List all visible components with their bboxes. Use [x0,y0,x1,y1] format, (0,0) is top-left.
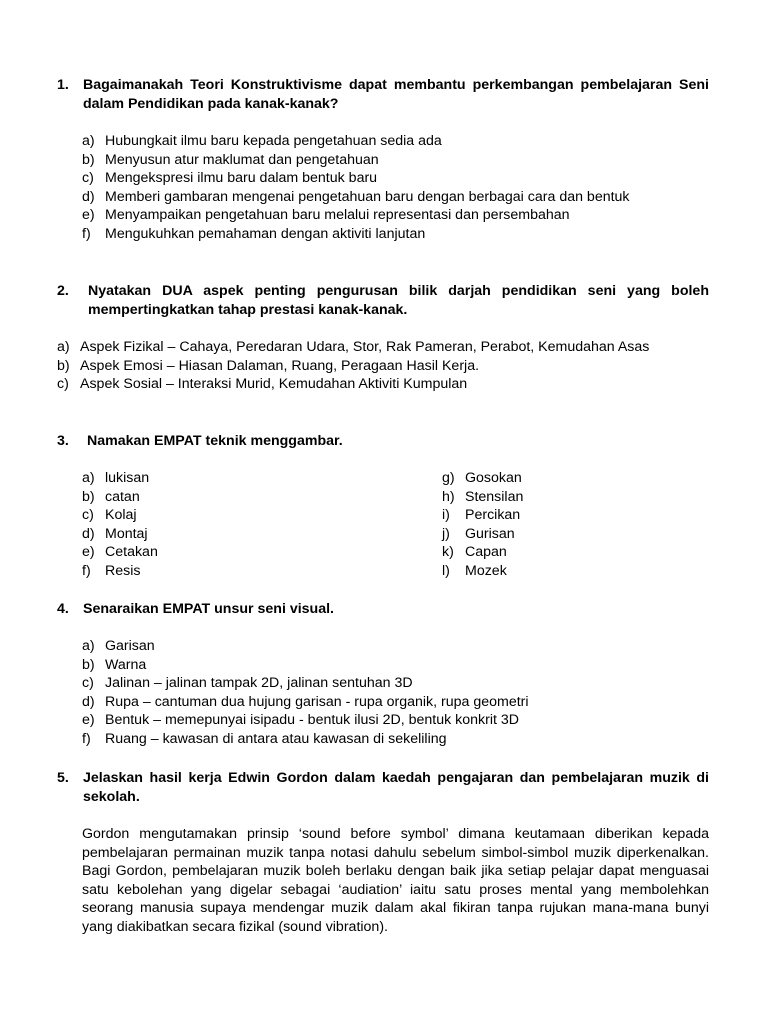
question-text: Senaraikan EMPAT unsur seni visual. [83,601,334,617]
question-2-heading [57,282,709,319]
item-label: a) [82,638,95,654]
item-text: Menyampaikan pengetahuan baru melalui representasi dan persembahan [105,207,570,224]
item-text: Montaj [105,525,148,542]
question-4-heading [57,600,709,619]
item-text: Percikan [465,507,521,524]
item-label: f) [82,562,91,579]
item-text: Jalinan – jalinan tampak 2D, jalinan sentuhan 3D [105,675,413,692]
item-text: Stensilan [465,488,524,505]
item-label: d) [82,693,95,710]
item-text: Capan [465,544,507,561]
question-1-heading [57,76,709,113]
question-text: Nyatakan DUA aspek penting pengurusan bilik darjah pendidikan seni yang boleh mempertingkatkan tahap prestasi kanak-kanak. [88,283,709,318]
question-number: 1. [57,77,69,93]
item-label: g) [442,470,455,486]
item-text: catan [105,488,140,505]
question-3-heading [57,432,709,451]
item-text: Aspek Fizikal – Cahaya, Peredaran Udara, Stor, Rak Pameran, Perabot, Kemudahan Asas [80,339,650,355]
question-number: 5. [57,770,69,786]
item-label: c) [82,507,94,524]
question-number: 3. [57,433,69,449]
item-label: c) [82,675,94,692]
question-text: Namakan EMPAT teknik menggambar. [87,433,343,449]
item-text: Ruang – kawasan di antara atau kawasan di sekeliling [105,730,447,747]
item-text: Mengekspresi ilmu baru dalam bentuk baru [105,170,378,187]
item-label: i) [442,507,450,524]
item-label: e) [82,544,95,561]
item-text: Memberi gambaran mengenai pengetahuan baru dengan berbagai cara dan bentuk [105,188,630,205]
item-label: d) [82,188,95,205]
item-label: d) [82,525,95,542]
item-text: Gurisan [465,525,515,542]
item-text: Aspek Emosi – Hiasan Dalaman, Ruang, Peragaan Hasil Kerja. [80,357,480,374]
item-text: Warna [105,656,147,673]
item-label: k) [442,544,454,561]
item-label: b) [82,656,95,673]
item-text: Aspek Sosial – Interaksi Murid, Kemudahan Aktiviti Kumpulan [80,376,468,393]
item-text: Mozek [465,562,507,579]
item-text: Resis [105,562,141,579]
item-text: Menyusun atur maklumat dan pengetahuan [105,151,379,168]
item-label: e) [82,207,95,224]
item-text: Bentuk – memepunyai isipadu - bentuk ilusi 2D, bentuk konkrit 3D [105,712,520,729]
item-text: Gosokan [465,470,522,486]
item-label: f) [82,225,91,242]
item-text: Kolaj [105,507,137,524]
item-label: a) [82,470,95,486]
item-text: Hubungkait ilmu baru kepada pengetahuan sedia ada [105,133,442,149]
item-label: e) [82,712,95,729]
item-text: Garisan [105,638,155,654]
item-label: c) [57,376,69,393]
question-text: Jelaskan hasil kerja Edwin Gordon dalam kaedah pengajaran dan pembelajaran muzik di sekolah. [83,770,709,805]
item-label: a) [57,339,70,355]
question-5-answer-paragraph: Gordon mengutamakan prinsip ‘sound before symbol’ dimana keutamaan diberikan kepada pembelajaran permainan muzik tanpa notasi dahulu sebelum simbol-simbol muzik diperkenalkan. Bagi Gordon, pembelajaran muzik boleh berlaku dengan baik jika setiap pelajar dapat menguasai satu kebolehan yang digelar sebagai ‘audiation’ iaitu satu proses mental yang membolehkan seorang manusia supaya mendengar muzik dalam akal fikiran tanpa rujukan mana-mana bunyi yang diakibatkan secara fizikal (sound vibration). [82,826,709,935]
item-label: a) [82,133,95,149]
question-5-heading [57,769,709,806]
item-label: j) [442,525,450,542]
item-label: b) [82,488,95,505]
item-text: Cetakan [105,544,158,561]
item-label: h) [442,488,455,505]
item-text: lukisan [105,470,150,486]
item-text: Mengukuhkan pemahaman dengan aktiviti lanjutan [105,225,426,242]
item-text: Rupa – cantuman dua hujung garisan - rupa organik, rupa geometri [105,693,529,710]
question-number: 2. [57,283,69,299]
item-label: l) [442,562,450,579]
question-text: Bagaimanakah Teori Konstruktivisme dapat membantu perkembangan pembelajaran Seni dalam Pendidikan pada kanak-kanak? [83,77,709,112]
item-label: b) [82,151,95,168]
item-label: b) [57,357,70,374]
item-label: c) [82,170,94,187]
question-number: 4. [57,601,69,617]
item-label: f) [82,730,91,747]
